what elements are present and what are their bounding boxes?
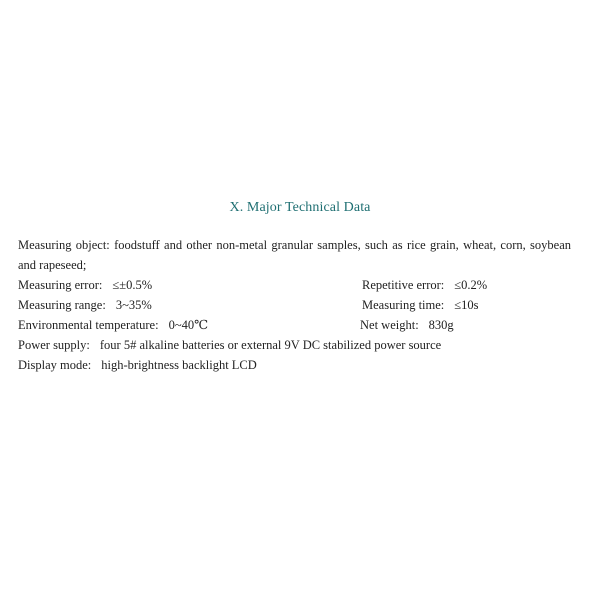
- spec-row-display-mode: [18, 356, 578, 376]
- display-mode-label: Display mode:: [18, 358, 92, 372]
- measuring-time-label: Measuring time:: [362, 298, 445, 312]
- spec-row-power-supply: [18, 336, 578, 356]
- net-weight-label: Net weight:: [360, 318, 419, 332]
- measuring-range-label: Measuring range:: [18, 298, 106, 312]
- measuring-object-paragraph: [18, 236, 571, 275]
- measuring-range-value: 3~35%: [115, 298, 152, 312]
- net-weight-value: 830g: [428, 318, 454, 332]
- net-weight: [360, 316, 454, 336]
- repetitive-error-value: ≤0.2%: [454, 278, 488, 292]
- measuring-object-value: foodstuff and other non-metal granular samples, such as rice grain, wheat, corn, soybean and rapeseed;: [18, 238, 572, 272]
- environmental-temperature-value: 0~40℃: [168, 318, 209, 332]
- power-supply-value: four 5# alkaline batteries or external 9V DC stabilized power source: [99, 338, 442, 352]
- measuring-time-value: ≤10s: [454, 298, 479, 312]
- measuring-error-label: Measuring error:: [18, 278, 103, 292]
- spec-row-temp-weight: [18, 316, 578, 336]
- display-mode-value: high-brightness backlight LCD: [101, 358, 257, 372]
- measuring-error-value: ≤±0.5%: [112, 278, 153, 292]
- environmental-temperature-label: Environmental temperature:: [18, 318, 159, 332]
- spec-row-range-time: [18, 296, 578, 316]
- repetitive-error-label: Repetitive error:: [362, 278, 445, 292]
- power-supply-label: Power supply:: [18, 338, 90, 352]
- measuring-object-label: Measuring object:: [18, 238, 110, 252]
- measuring-time: [362, 296, 479, 316]
- section-title: X. Major Technical Data: [229, 200, 371, 215]
- spec-row-errors: [18, 276, 578, 296]
- repetitive-error: [362, 276, 487, 296]
